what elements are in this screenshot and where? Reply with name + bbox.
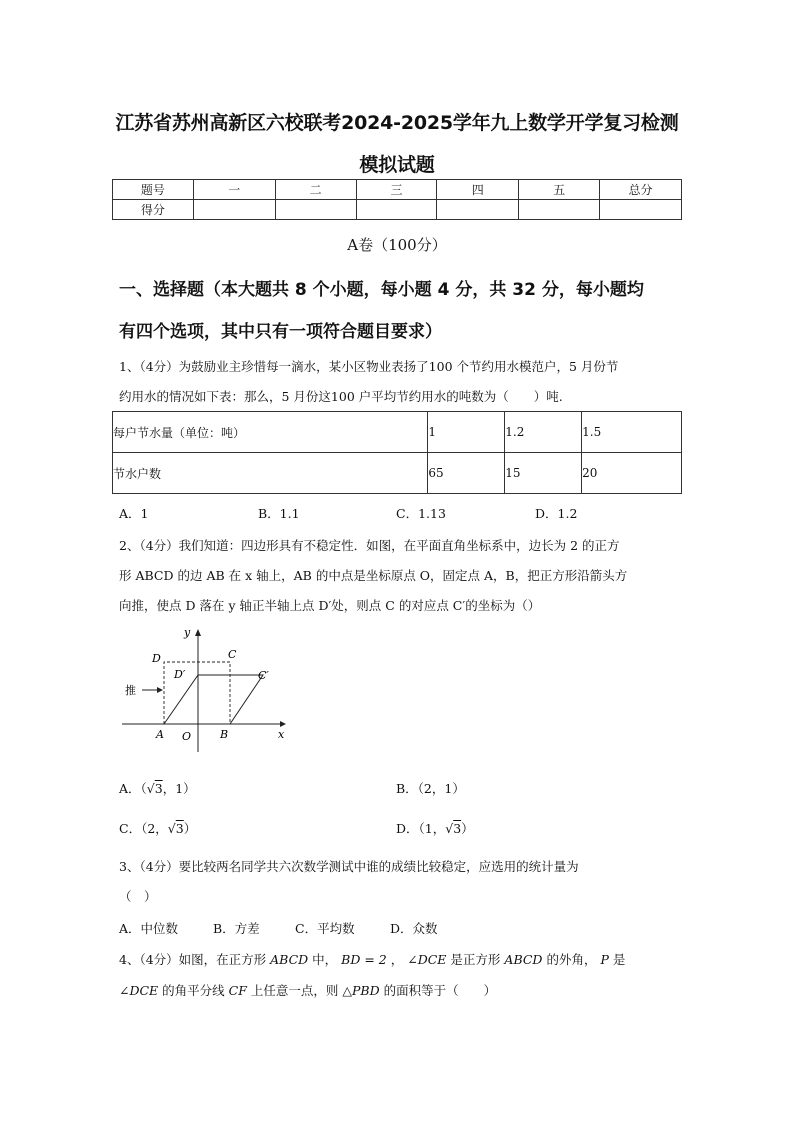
table-cell: 65: [428, 453, 505, 494]
q4-text: 中，: [312, 952, 338, 967]
label-push: 推: [125, 684, 136, 697]
score-header-cell: 一: [193, 180, 275, 200]
label-a: A: [156, 728, 164, 741]
score-cell[interactable]: [437, 200, 519, 220]
y-axis-arrow-icon: [195, 629, 201, 636]
table-cell: 20: [582, 453, 682, 494]
q4-text-line1: [119, 950, 625, 968]
q2-option-d[interactable]: [396, 819, 474, 837]
table-cell: 1: [428, 412, 505, 453]
table-cell: 1.5: [582, 412, 682, 453]
label-x: x: [278, 728, 285, 741]
q2-text-line1: 2、（4分）我们知道：四边形具有不稳定性．如图，在平面直角坐标系中，边长为 2 的正方: [119, 538, 620, 553]
q4-math: CF: [228, 983, 247, 998]
label-b: B: [220, 728, 229, 741]
q2-text-line2: 形 ABCD 的边 AB 在 x 轴上，AB 的中点是坐标原点 O，固定点 A，B，把正方形沿箭头方: [119, 568, 628, 583]
score-table-score-row: [113, 200, 682, 220]
q2-option-a[interactable]: [119, 779, 196, 797]
q3-text-line2: （ ）: [119, 889, 157, 904]
label-d-prime: D′: [174, 668, 186, 681]
q4-text: 4、（4分）如图，在正方形: [119, 952, 267, 967]
option-prefix: D．（1，: [396, 821, 446, 836]
table-cell: 1.2: [505, 412, 582, 453]
q1-option-d[interactable]: D．1.2: [535, 506, 578, 521]
score-cell[interactable]: [275, 200, 356, 220]
q4-text: ，: [390, 952, 404, 967]
radicand: 3: [453, 821, 462, 836]
q2-option-b[interactable]: B．（2，1）: [396, 781, 465, 796]
sqrt-icon: √: [146, 781, 155, 796]
sqrt-icon: √: [445, 821, 454, 836]
table-row: [113, 453, 682, 494]
score-header-cell: 五: [519, 180, 600, 200]
score-header-cell: 二: [275, 180, 356, 200]
q4-text: 是正方形: [450, 952, 501, 967]
score-cell[interactable]: [193, 200, 275, 220]
exam-title-line1: 江苏省苏州高新区六校联考2024-2025学年九上数学开学复习检测: [115, 112, 679, 134]
option-suffix: ，1）: [162, 781, 196, 796]
q1-data-table: [112, 411, 682, 494]
q2-text-line3: 向推，使点 D 落在 y 轴正半轴上点 D′处，则点 C 的对应点 C′的坐标为（）: [119, 598, 541, 613]
push-arrow-icon: [157, 687, 163, 693]
score-row-label: 得分: [113, 200, 194, 220]
label-d: D: [152, 652, 161, 665]
score-table: [112, 179, 682, 220]
option-prefix: A．（: [119, 781, 147, 796]
q3-option-d[interactable]: D．众数: [390, 921, 438, 936]
q4-text: 的面积等于（ ）: [383, 983, 497, 998]
score-table-header-row: [113, 180, 682, 200]
score-cell[interactable]: [600, 200, 682, 220]
table-cell: 每户节水量（单位：吨）: [113, 412, 428, 453]
exam-title-line2: 模拟试题: [359, 154, 435, 176]
score-cell[interactable]: [356, 200, 437, 220]
section-a-heading: A卷（100分）: [347, 236, 447, 254]
option-suffix: ）: [461, 821, 474, 836]
q4-text-line2: [119, 981, 496, 999]
score-header-cell: 题号: [113, 180, 194, 200]
part1-heading-line2: 有四个选项，其中只有一项符合题目要求）: [119, 322, 442, 342]
q4-text: 的外角，: [546, 952, 597, 967]
option-suffix: ）: [183, 821, 197, 836]
label-c-prime: C′: [258, 669, 269, 682]
q4-math: P: [600, 952, 609, 967]
q3-option-c[interactable]: C．平均数: [295, 921, 355, 936]
pushed-parallelogram: [164, 675, 263, 724]
table-row: [113, 412, 682, 453]
q1-option-b[interactable]: B．1.1: [258, 506, 300, 521]
radicand: 3: [154, 781, 163, 796]
table-cell: 15: [505, 453, 582, 494]
label-c: C: [228, 648, 237, 661]
sqrt-icon: √: [167, 821, 176, 836]
q4-math: ∠DCE: [119, 983, 159, 998]
q2-square-push-figure: [118, 624, 293, 754]
q4-text: 的角平分线: [162, 983, 225, 998]
label-y: y: [184, 626, 191, 639]
label-o: O: [182, 730, 192, 743]
score-header-cell: 总分: [600, 180, 682, 200]
score-cell[interactable]: [519, 200, 600, 220]
score-header-cell: 四: [437, 180, 519, 200]
q4-text: 是: [612, 952, 626, 967]
q4-math: △PBD: [342, 983, 380, 998]
q4-text: 上任意一点，则: [250, 983, 339, 998]
q4-math: ABCD: [504, 952, 543, 967]
score-header-cell: 三: [356, 180, 437, 200]
q1-text-line1: 1、（4分）为鼓励业主珍惜每一滴水，某小区物业表扬了100 个节约用水模范户，5 月份节: [119, 359, 619, 374]
q4-math: BD = 2: [341, 952, 387, 967]
q1-text-line2: 约用水的情况如下表：那么，5 月份这100 户平均节约用水的吨数为（ ）吨.: [119, 389, 563, 404]
q3-option-b[interactable]: B．方差: [213, 921, 260, 936]
q4-math: ABCD: [270, 952, 309, 967]
q1-option-a[interactable]: A．1: [119, 506, 149, 521]
q1-option-c[interactable]: C．1.13: [396, 506, 446, 521]
q3-text-line1: 3、（4分）要比较两名同学共六次数学测试中谁的成绩比较稳定，应选用的统计量为: [119, 859, 579, 874]
q4-math: ∠DCE: [407, 952, 447, 967]
option-prefix: C．（2，: [119, 821, 168, 836]
q3-option-a[interactable]: A．中位数: [119, 921, 179, 936]
radicand: 3: [175, 821, 184, 836]
part1-heading-line1: 一、选择题（本大题共 8 个小题，每小题 4 分，共 32 分，每小题均: [119, 280, 644, 300]
x-axis-arrow-icon: [280, 721, 286, 727]
table-cell: 节水户数: [113, 453, 428, 494]
q2-option-c[interactable]: [119, 819, 196, 837]
